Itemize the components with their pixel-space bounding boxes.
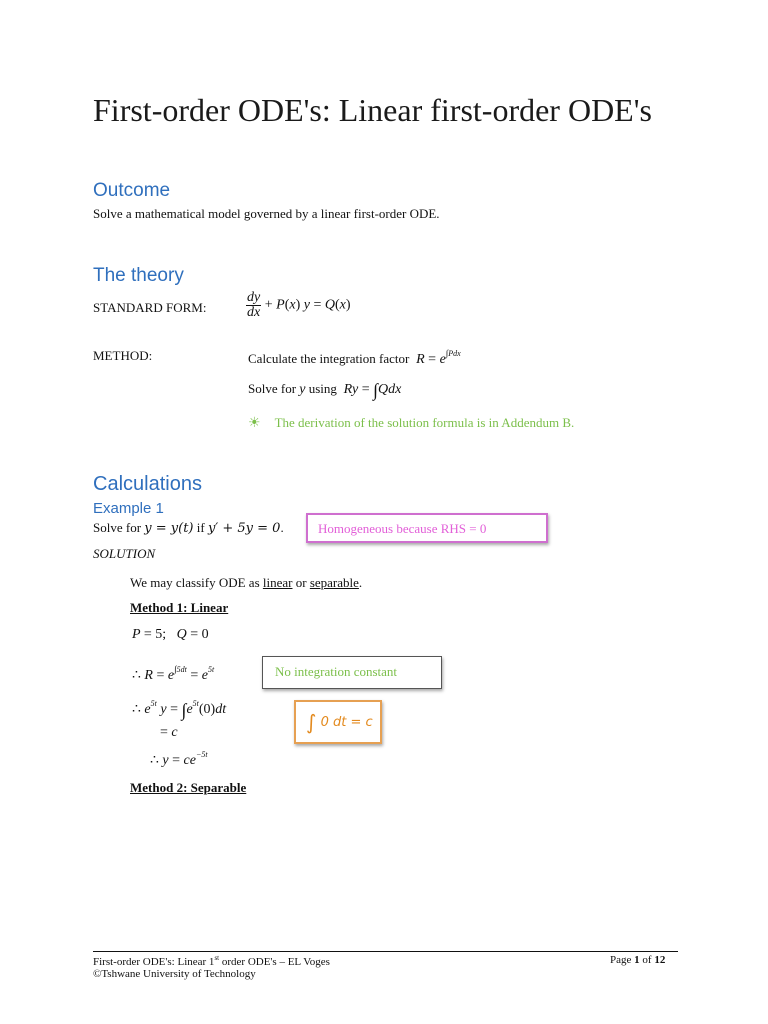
classify-or: or xyxy=(295,575,307,590)
method-step1 xyxy=(248,348,461,368)
method-step1-text: Calculate the integration factor xyxy=(248,351,410,366)
method-step2 xyxy=(248,380,401,401)
solution-step3: ∴ $y = ce^{-5t}$ xyxy=(150,750,208,768)
classify-end: . xyxy=(358,575,363,590)
integration-factor-calc: ∴ $R = e^{\int 5dt} = e^{5t}$ xyxy=(132,664,215,683)
no-constant-note-box: No integration constant xyxy=(262,656,442,689)
homogeneous-note-box: Homogeneous because RHS = 0 xyxy=(306,513,548,543)
problem-statement xyxy=(93,520,284,536)
sun-icon: ☀ xyxy=(248,416,261,431)
integration-factor-formula: $R = e^{\int Pdx}$ xyxy=(412,348,461,367)
footer-divider xyxy=(93,951,678,952)
classify-prefix: We may classify ODE as xyxy=(130,575,260,590)
footer-left-line2: ©Tshwane University of Technology xyxy=(93,968,256,980)
method-step2-prefix: Solve for xyxy=(248,381,297,396)
method-label: METHOD: xyxy=(93,348,153,363)
footer-title-sup: st xyxy=(214,954,220,962)
method2-heading: Method 2: Separable xyxy=(130,780,247,795)
tip-text: The derivation of the solution formula is in Addendum B. xyxy=(274,415,575,430)
method-step2-suffix: using xyxy=(308,381,337,396)
tip-row xyxy=(248,414,574,432)
integral-note-text: 0 dt = c xyxy=(320,715,373,730)
classify-linear: linear xyxy=(262,575,293,590)
problem-eq2: y′ + 5y = 0 xyxy=(207,521,281,536)
theory-heading: The theory xyxy=(93,265,184,286)
footer-left-line1 xyxy=(93,954,330,968)
solution-step2: = c xyxy=(160,725,178,740)
p-q-values: P = 5; Q = 0 xyxy=(132,627,209,642)
classify-separable: separable xyxy=(309,575,359,590)
page-total: 12 xyxy=(654,954,666,966)
page-title: First-order ODE's: Linear first-order ODE's xyxy=(93,92,652,128)
classify-text xyxy=(130,575,362,591)
solution-formula: Ry = ∫Qdx xyxy=(340,380,402,400)
footer-title-a: First-order ODE's: Linear 1 xyxy=(93,956,215,968)
calculations-heading: Calculations xyxy=(93,473,202,495)
problem-eq1: y = y(t) xyxy=(144,521,194,536)
problem-prefix: Solve for xyxy=(93,520,142,535)
outcome-heading: Outcome xyxy=(93,180,171,201)
problem-end: . xyxy=(280,520,284,535)
outcome-text: Solve a mathematical model governed by a linear first-order ODE. xyxy=(93,206,440,221)
page-of: of xyxy=(642,954,652,966)
solution-step1: ∴ $e^{5t}$ $y = \int e^{5t}(0)dt$ xyxy=(132,699,227,720)
page-prefix: Page xyxy=(610,954,632,966)
integral-icon: ∫ xyxy=(306,710,317,734)
solution-label: SOLUTION xyxy=(93,546,156,561)
example-heading: Example 1 xyxy=(93,500,164,517)
integral-note-box xyxy=(294,700,382,744)
method-step2-var: y xyxy=(299,382,306,397)
footer-title-b: order ODE's – EL Voges xyxy=(219,956,330,968)
standard-form-label: STANDARD FORM: xyxy=(93,300,207,315)
standard-form-equation: $\frac{dy}{dx}$ + P(x) y = Q(x) xyxy=(247,290,351,320)
problem-mid: if xyxy=(196,520,205,535)
page-current: 1 xyxy=(634,954,640,966)
method1-heading: Method 1: Linear xyxy=(130,600,229,615)
page-number xyxy=(610,954,665,966)
